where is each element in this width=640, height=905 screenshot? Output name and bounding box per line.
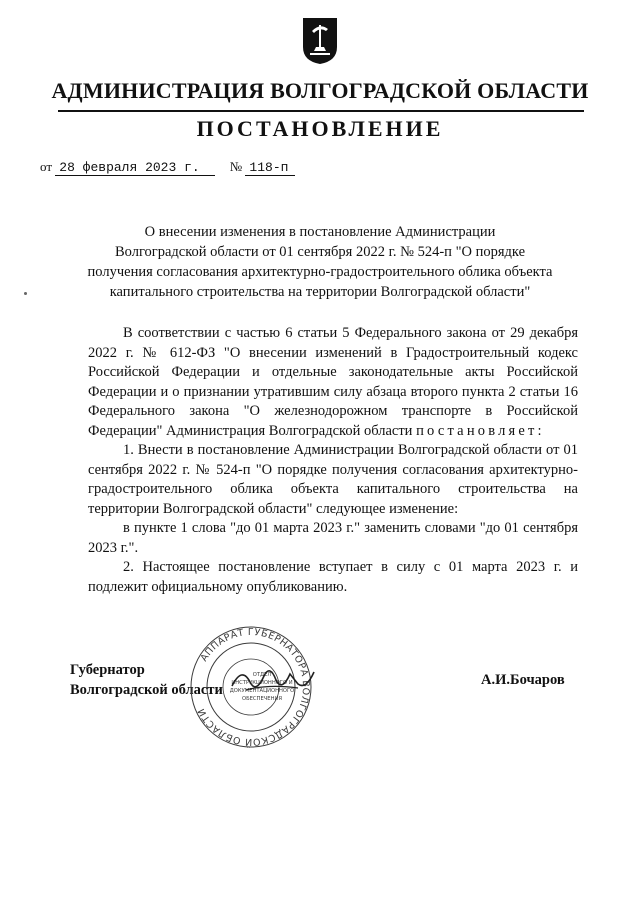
stamp-center-line: ДОКУМЕНТАЦИОННОГО: [229, 688, 295, 694]
organization-title: АДМИНИСТРАЦИЯ ВОЛГОГРАДСКОЙ ОБЛАСТИ: [51, 78, 589, 103]
item-1-paragraph: 1. Внести в постановление Администрации Волгоградской области от 01 сентября 2022 г. № 524-п "О порядке получения согласования архитектурно-градостроительного облика объекта капитального строительства на территории Волгоградской области" следующее изменение:: [88, 442, 578, 517]
coat-of-arms-emblem: [302, 17, 338, 65]
number-value: 118-п: [245, 160, 295, 176]
position-line: Волгоградской области: [70, 682, 223, 698]
signatory-name: А.И.Бочаров: [481, 672, 565, 688]
item-1-change-paragraph: в пункте 1 слова "до 01 марта 2023 г." заменить словами "до 01 сентября 2023 г.".: [88, 520, 578, 556]
number-label: №: [229, 159, 243, 174]
document-subject: [80, 222, 560, 302]
subject-line: капитального строительства на территории Волгоградской области": [109, 284, 531, 300]
stamp-center-line: ОБЕСПЕЧЕНИЯ: [242, 696, 282, 702]
date-number-line: [40, 159, 295, 176]
stamp-ring-text: АППАРАТ ГУБЕРНАТОРА ВОЛГОГРАДСКОЙ ОБЛАСТИ: [195, 626, 312, 748]
date-label: от: [40, 159, 53, 174]
preamble-text: В соответствии с частью 6 статьи 5 Федерального закона от 29 декабря 2022 г. № 612-ФЗ "О внесении изменений в Градостроительный кодекс Российской Федерации и отдельные законодательные акты Российской Федерации и о признании утратившим силу абзаца второго пункта 2 статьи 16 Федерального закона "О железнодорожном транспорте в Российской Федерации" Администрация Волгоградской области: [88, 325, 578, 439]
subject-line: Волгоградской области от 01 сентября 2022 г. № 524-п "О порядке: [114, 244, 526, 260]
header-divider: [58, 110, 584, 112]
handwritten-signature: [228, 660, 318, 700]
stamp-center-line: ОТДЕЛ: [252, 672, 272, 678]
subject-line: получения согласования архитектурно-градостроительного облика объекта: [87, 264, 553, 280]
preamble-paragraph: [88, 324, 578, 441]
document-body: [88, 324, 578, 597]
item-2-paragraph: 2. Настоящее постановление вступает в силу с 01 марта 2023 г. и подлежит официальному опубликованию.: [88, 559, 578, 595]
scan-speck: [24, 292, 27, 295]
decree-word: постановляет:: [416, 422, 545, 439]
date-value: 28 февраля 2023 г.: [55, 160, 215, 176]
position-line: Губернатор: [70, 662, 145, 678]
subject-line: О внесении изменения в постановление Администрации: [144, 224, 496, 240]
stamp-center-line: ИНСТРУКЦИОННОГО И: [231, 680, 293, 686]
document-type: ПОСТАНОВЛЕНИЕ: [196, 116, 444, 141]
